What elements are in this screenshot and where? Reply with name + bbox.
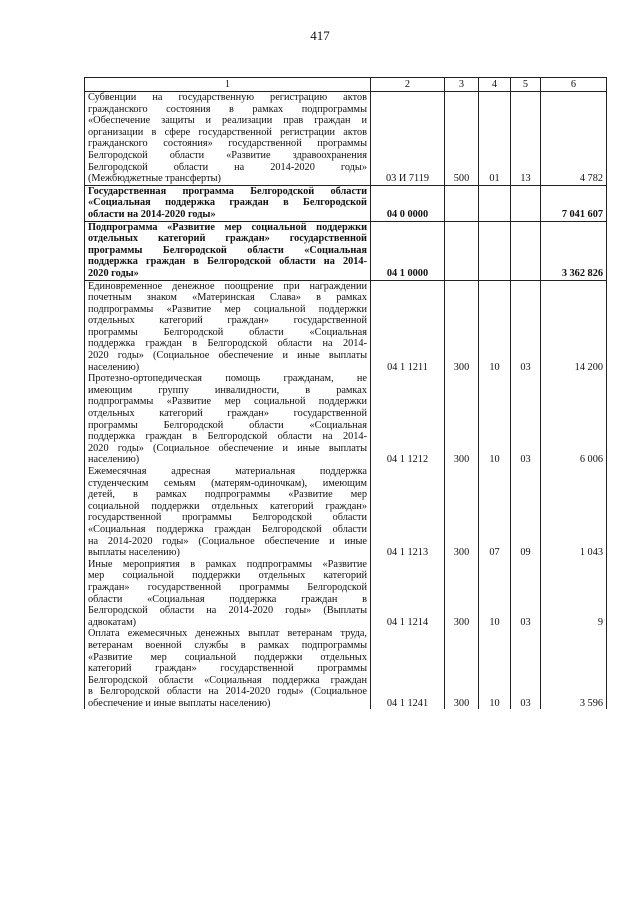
row-description — [85, 221, 371, 280]
row-subsection — [511, 185, 541, 221]
row-expense-type: 500 — [445, 92, 479, 186]
description-line: гражданского состояния» государственной программы — [88, 138, 367, 150]
description-line: Белгородской области «Развитие здравоохранения — [88, 149, 367, 161]
row-expense-type: 300 — [445, 628, 479, 709]
description-line: области на 2014-2020 годы» — [88, 208, 216, 220]
row-amount: 7 041 607 — [541, 185, 607, 221]
row-description — [85, 280, 371, 373]
description-line: детей, в рамках подпрограммы «Развитие мер — [88, 489, 367, 501]
row-section: 10 — [479, 559, 511, 629]
description-line: «Обеспечение защиты и реализации прав граждан и — [88, 115, 367, 127]
description-line: области «Социальная поддержка граждан в — [88, 593, 367, 605]
row-expense-type — [445, 221, 479, 280]
description-line: населению) — [88, 361, 140, 373]
row-expense-type: 300 — [445, 466, 479, 559]
description-line: имеющим группу инвалидности, в рамках — [88, 384, 367, 396]
table-row — [85, 373, 607, 466]
row-expense-type — [445, 185, 479, 221]
row-subsection: 03 — [511, 628, 541, 709]
row-code: 04 1 1214 — [371, 559, 445, 629]
description-line: на 2014-2020 годы» (Социальное обеспечение и иные — [88, 535, 367, 547]
column-header: 5 — [511, 78, 541, 92]
row-subsection — [511, 221, 541, 280]
row-amount: 3 362 826 — [541, 221, 607, 280]
table-row — [85, 221, 607, 280]
table-header-row — [85, 78, 607, 92]
description-line: гражданского состояния в рамках подпрограммы — [88, 103, 367, 115]
description-line: Протезно-ортопедическая помощь гражданам, не — [88, 373, 367, 385]
description-line: ветеранам военной службы в рамках подпрограммы — [88, 639, 367, 651]
row-amount: 9 — [541, 559, 607, 629]
description-line: населению) — [88, 454, 140, 466]
row-amount: 14 200 — [541, 280, 607, 373]
row-description — [85, 466, 371, 559]
description-line: «Социальная поддержка граждан Белгородской области — [88, 523, 367, 535]
row-description — [85, 92, 371, 186]
row-description — [85, 628, 371, 709]
description-line: студенческим семьям (матерям-одиночкам), имеющим — [88, 477, 367, 489]
row-subsection: 13 — [511, 92, 541, 186]
row-description — [85, 185, 371, 221]
description-line: социальной поддержки отдельных категорий граждан» — [88, 500, 367, 512]
row-code: 04 1 1241 — [371, 628, 445, 709]
description-line: Подпрограмма «Развитие мер социальной поддержки — [88, 221, 367, 233]
description-line: Единовременное денежное поощрение при награждении — [88, 280, 367, 292]
description-line: Государственная программа Белгородской области — [88, 185, 367, 197]
description-line: (Межбюджетные трансферты) — [88, 173, 221, 185]
row-section: 07 — [479, 466, 511, 559]
description-line: 2020 годы» — [88, 267, 139, 279]
description-line: адвокатам) — [88, 616, 137, 628]
row-section: 01 — [479, 92, 511, 186]
column-header: 1 — [85, 78, 371, 92]
description-line: Белгородской области «Социальная поддержка граждан — [88, 674, 367, 686]
description-line: отдельных категорий граждан» государственной — [88, 233, 367, 245]
table-row — [85, 280, 607, 373]
description-line: отдельных категорий граждан» государственной — [88, 315, 367, 327]
description-line: подпрограммы «Развитие мер социальной поддержки — [88, 303, 367, 315]
description-line: «Социальная поддержка граждан в Белгородской — [88, 197, 367, 209]
row-subsection: 03 — [511, 280, 541, 373]
description-line: мер социальной поддержки отдельных категорий — [88, 570, 367, 582]
row-code: 04 0 0000 — [371, 185, 445, 221]
row-description — [85, 373, 371, 466]
row-expense-type: 300 — [445, 280, 479, 373]
table-row — [85, 185, 607, 221]
row-code: 04 1 1213 — [371, 466, 445, 559]
column-header: 6 — [541, 78, 607, 92]
row-code: 03 И 7119 — [371, 92, 445, 186]
row-amount: 3 596 — [541, 628, 607, 709]
description-line: поддержка граждан в Белгородской области на 2014- — [88, 338, 367, 350]
row-amount: 4 782 — [541, 92, 607, 186]
description-line: обеспечение и иные выплаты населению) — [88, 697, 271, 709]
row-code: 04 1 1211 — [371, 280, 445, 373]
description-line: программы Белгородской области «Социальная — [88, 244, 367, 256]
row-section: 10 — [479, 280, 511, 373]
row-subsection: 09 — [511, 466, 541, 559]
description-line: выплаты населению) — [88, 547, 180, 559]
row-code: 04 1 1212 — [371, 373, 445, 466]
description-line: поддержка граждан в Белгородской области на 2014- — [88, 256, 367, 268]
description-line: поддержка граждан в Белгородской области на 2014- — [88, 431, 367, 443]
row-subsection: 03 — [511, 373, 541, 466]
description-line: отдельных категорий граждан» государственной — [88, 408, 367, 420]
description-line: в Белгородской области на 2014-2020 годы» (Социальное — [88, 686, 367, 698]
description-line: 2020 годы» (Социальное обеспечение и иные выплаты — [88, 442, 367, 454]
description-line: программы Белгородской области «Социальная — [88, 419, 367, 431]
description-line: граждан» государственной программы Белгородской — [88, 581, 367, 593]
description-line: государственной программы Белгородской области — [88, 512, 367, 524]
description-line: Белгородской области на 2014-2020 годы» — [88, 161, 367, 173]
column-header: 4 — [479, 78, 511, 92]
row-description — [85, 559, 371, 629]
table-body — [85, 92, 607, 710]
row-section: 10 — [479, 628, 511, 709]
row-amount: 1 043 — [541, 466, 607, 559]
description-line: почетным знаком «Материнская Слава» в рамках — [88, 292, 367, 304]
budget-table — [84, 77, 607, 709]
description-line: Иные мероприятия в рамках подпрограммы «Развитие — [88, 558, 367, 570]
row-section: 10 — [479, 373, 511, 466]
table-row — [85, 559, 607, 629]
description-line: Оплата ежемесячных денежных выплат ветеранам труда, — [88, 628, 367, 640]
row-amount: 6 006 — [541, 373, 607, 466]
table-row — [85, 466, 607, 559]
description-line: организации в сфере государственной регистрации актов — [88, 126, 367, 138]
row-subsection: 03 — [511, 559, 541, 629]
row-expense-type: 300 — [445, 373, 479, 466]
description-line: «Развитие мер социальной поддержки отдельных — [88, 651, 367, 663]
table-row — [85, 92, 607, 186]
row-expense-type: 300 — [445, 559, 479, 629]
page-number: 417 — [310, 28, 330, 43]
column-header: 2 — [371, 78, 445, 92]
description-line: категорий граждан» государственной программы — [88, 663, 367, 675]
description-line: Субвенции на государственную регистрацию актов — [88, 92, 367, 103]
description-line: Ежемесячная адресная материальная поддержка — [88, 466, 367, 477]
table-row — [85, 628, 607, 709]
row-section — [479, 221, 511, 280]
description-line: 2020 годы» (Социальное обеспечение и иные выплаты — [88, 350, 367, 362]
row-code: 04 1 0000 — [371, 221, 445, 280]
description-line: программы Белгородской области «Социальная — [88, 326, 367, 338]
row-section — [479, 185, 511, 221]
description-line: подпрограммы «Развитие мер социальной поддержки — [88, 396, 367, 408]
description-line: Белгородской области на 2014-2020 годы» (Выплаты — [88, 605, 367, 617]
column-header: 3 — [445, 78, 479, 92]
